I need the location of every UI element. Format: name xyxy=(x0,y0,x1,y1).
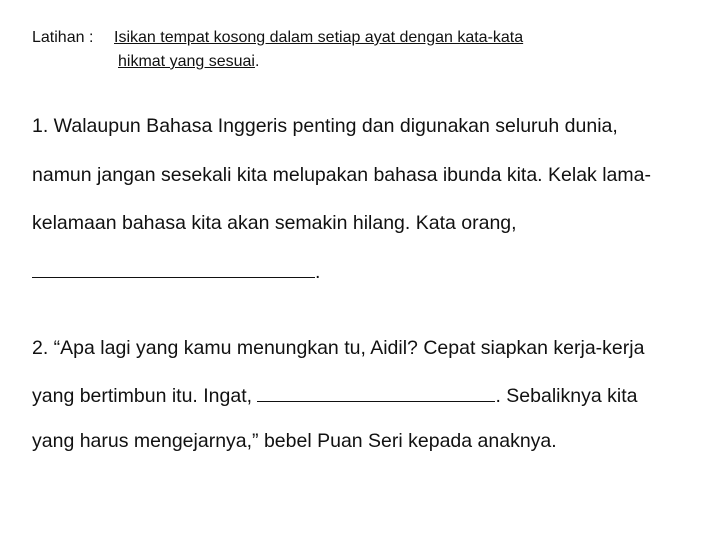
question1-period: . xyxy=(315,261,321,283)
answer-blank-2[interactable] xyxy=(257,381,495,402)
instruction-text-line2-main: hikmat yang sesuai xyxy=(118,53,255,70)
question2-line1: 2. “Apa lagi yang kamu menungkan tu, Aidil? Cepat siapkan kerja-kerja xyxy=(32,337,645,359)
instruction-period: . xyxy=(254,53,260,70)
question2-line2-end: . Sebaliknya kita xyxy=(495,385,638,407)
exercise-label: Latihan : xyxy=(32,29,94,46)
question1-line1: 1. Walaupun Bahasa Inggeris penting dan digunakan seluruh dunia, xyxy=(32,115,618,137)
question2-line3: yang harus mengejarnya,” bebel Puan Seri kepada anaknya. xyxy=(32,430,557,452)
question1-line2: namun jangan sesekali kita melupakan bahasa ibunda kita. Kelak lama- xyxy=(32,164,651,186)
answer-blank-1[interactable] xyxy=(32,257,315,278)
instruction-text-line2 xyxy=(118,52,259,72)
question1-line4 xyxy=(32,257,320,285)
question2-line2-start: yang bertimbun itu. Ingat, xyxy=(32,385,258,407)
question2-line2 xyxy=(32,381,637,409)
instruction-text-line1: Isikan tempat kosong dalam setiap ayat dengan kata-kata xyxy=(114,29,524,46)
question1-line3: kelamaan bahasa kita akan semakin hilang. Kata orang, xyxy=(32,212,517,234)
